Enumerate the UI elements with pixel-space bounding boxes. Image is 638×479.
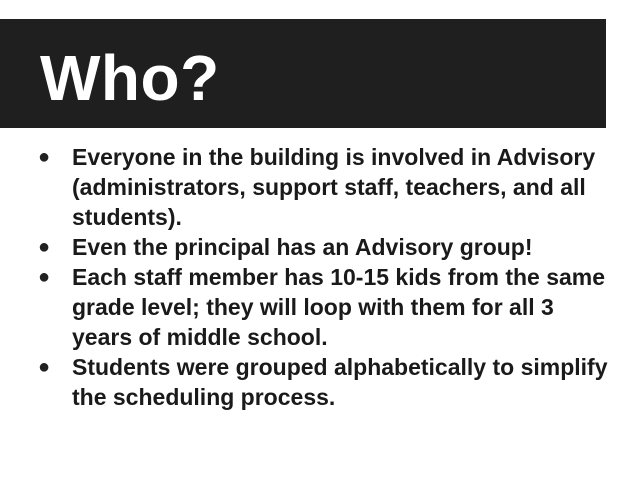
bullet-text: Each staff member has 10-15 kids from the same grade level; they will loop with them for all 3 years of middle school. [72, 264, 606, 350]
bullet-item [0, 142, 610, 232]
bullet-dot-icon: ● [38, 236, 51, 258]
bullet-item [0, 262, 610, 352]
bullet-dot-icon: ● [38, 356, 51, 378]
bullet-list [0, 142, 610, 412]
bullet-text: Students were grouped alphabetically to simplify the scheduling process. [72, 354, 608, 410]
bullet-item [0, 232, 610, 262]
bullet-item [0, 352, 610, 412]
bullet-dot-icon: ● [38, 146, 51, 168]
bullet-text: Even the principal has an Advisory group! [72, 234, 533, 260]
bullet-text: Everyone in the building is involved in Advisory (administrators, support staff, teachers, and all students). [72, 144, 596, 230]
bullet-dot-icon: ● [38, 266, 51, 288]
slide-title: Who? [40, 42, 220, 114]
